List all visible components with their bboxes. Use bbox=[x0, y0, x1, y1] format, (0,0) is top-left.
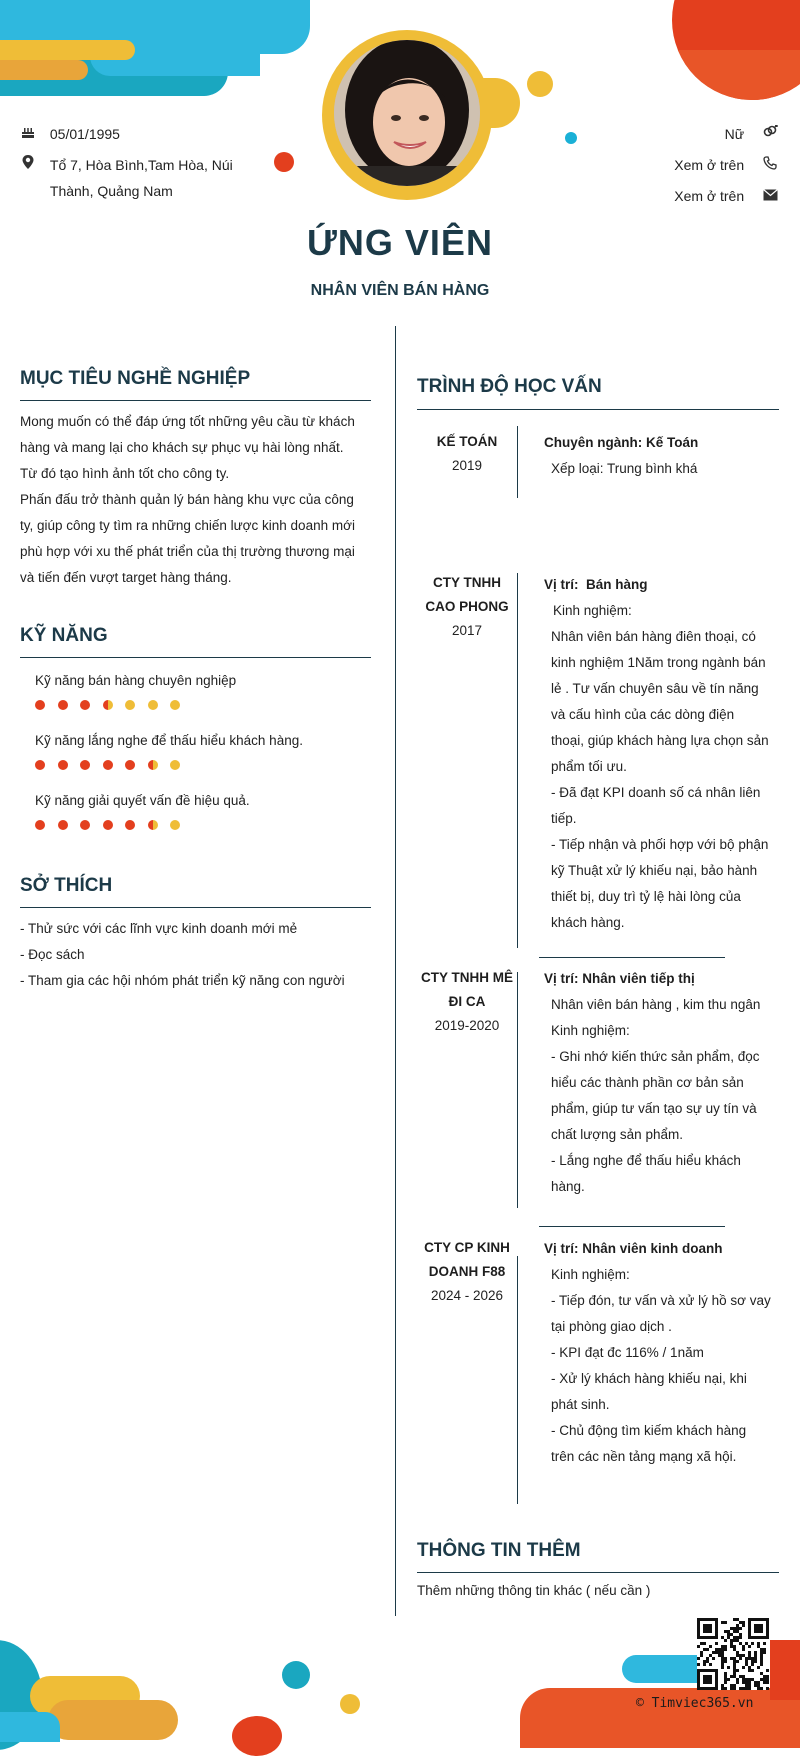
objective-line: và tiến đến vượt target hàng tháng. bbox=[20, 570, 232, 585]
hobbies-rule bbox=[20, 907, 371, 908]
objective-line: Mong muốn có thể đáp ứng tốt những yêu cầu từ khách bbox=[20, 414, 355, 429]
skill-dot bbox=[170, 760, 180, 770]
decor-top-left-yellow bbox=[0, 40, 135, 60]
skill-dot bbox=[148, 820, 158, 830]
skill-dot bbox=[148, 700, 158, 710]
decor-bottom-right-red bbox=[770, 1640, 800, 1700]
edu-separator bbox=[539, 957, 725, 958]
edu-detail: Chuyên ngành: Kế Toán Xếp loại: Trung bình khá bbox=[544, 435, 699, 476]
skill-label: Kỹ năng lắng nghe để thấu hiểu khách hàng. bbox=[35, 733, 303, 748]
hobby-item: - Thử sức với các lĩnh vực kinh doanh mới mẻ bbox=[20, 921, 298, 936]
skill-dot bbox=[170, 700, 180, 710]
gender-row bbox=[725, 121, 778, 147]
objective-line: Phấn đấu trở thành quản lý bán hàng khu vực của công bbox=[20, 492, 354, 507]
skill-dot bbox=[35, 700, 45, 710]
avatar bbox=[334, 40, 480, 186]
edu-org: KẾ TOÁN 2019 bbox=[436, 434, 498, 473]
birthday-cake-icon bbox=[20, 121, 36, 147]
objective-line: ty, giúp công ty tìm ra những chiến lược kinh doanh mới bbox=[20, 518, 355, 533]
edu-years: 2019 bbox=[451, 458, 483, 473]
email: Xem ở trên bbox=[674, 188, 745, 204]
extra-text: Thêm những thông tin khác ( nếu cần ) bbox=[417, 1583, 651, 1598]
edu-years: 2017 bbox=[451, 623, 483, 638]
birthdate: 05/01/1995 bbox=[49, 126, 120, 142]
email-row bbox=[674, 183, 778, 209]
candidate-position: NHÂN VIÊN BÁN HÀNG bbox=[310, 282, 490, 299]
edu-separator bbox=[539, 1226, 725, 1227]
footer-watermark: © Timviec365.vn bbox=[636, 1696, 754, 1711]
skill-dot bbox=[103, 760, 113, 770]
decor-bottom-left-orange bbox=[48, 1700, 178, 1740]
decor-top-left-orange bbox=[0, 60, 88, 80]
edu-vline bbox=[517, 573, 518, 948]
hobby-item: - Tham gia các hội nhóm phát triển kỹ năng con người bbox=[20, 973, 345, 988]
skill-dot bbox=[80, 760, 90, 770]
decor-bottom-blue-dot bbox=[282, 1661, 310, 1689]
address-line-1: Tổ 7, Hòa Bình,Tam Hòa, Núi bbox=[49, 157, 233, 173]
edu-years: 2024 - 2026 bbox=[430, 1288, 504, 1303]
objective-text bbox=[20, 409, 371, 591]
decor-bottom-left-blue bbox=[0, 1712, 60, 1742]
hobby-list bbox=[20, 916, 345, 994]
edu-vline bbox=[517, 972, 518, 1208]
extra-rule bbox=[417, 1572, 779, 1573]
decor-blue-dot bbox=[565, 132, 577, 144]
skill-label: Kỹ năng giải quyết vấn đề hiệu quả. bbox=[35, 793, 250, 808]
location-pin-icon bbox=[20, 152, 36, 178]
edu-org: CTY TNHH CAO PHONG 2017 bbox=[425, 575, 509, 638]
decor-yellow-dot bbox=[527, 71, 553, 97]
education-rule bbox=[417, 409, 779, 410]
skills-title: KỸ NĂNG bbox=[20, 625, 108, 646]
birthdate-row bbox=[20, 121, 120, 147]
skills-rule bbox=[20, 657, 371, 658]
skill-dot bbox=[125, 820, 135, 830]
decor-orange-dot bbox=[274, 152, 294, 172]
edu-vline bbox=[517, 1256, 518, 1504]
gender: Nữ bbox=[724, 126, 745, 142]
skill-dot bbox=[103, 820, 113, 830]
candidate-name: ỨNG VIÊN bbox=[307, 222, 493, 263]
edu-years: 2019-2020 bbox=[434, 1018, 500, 1033]
decor-top-right-circle bbox=[672, 0, 800, 100]
edu-detail: Vị trí: Bán hàng Kinh nghiệm: Nhân viên bán hàng điên thoại, có kinh nghiệm 1Năm trong ngành bán lẻ . Tư vấn chuyên sâu về tín năng và cấu hình của các dòng điện thoại, giúp khách hàng lựa chọn sản phẩm tối ưu. - Đã đạt KPI doanh số cá nhân liên tiếp. - Tiếp nhận và phối hợp với bộ phận kỹ Thuật xử lý khiếu nại, bảo hành thiết bị, duy trì tỷ lệ hài lòng của khách hàng. bbox=[544, 577, 769, 930]
skill-dot bbox=[35, 820, 45, 830]
decor-bottom-yellow-dot bbox=[340, 1694, 360, 1714]
edu-detail: Vị trí: Nhân viên kinh doanh Kinh nghiệm: - Tiếp đón, tư vấn và xử lý hồ sơ vay tại phòng giao dịch . - KPI đạt đc 116% / 1năm - Xử lý khách hàng khiếu nại, khi phát sinh. - Chủ động tìm kiếm khách hàng trên các nền tảng mạng xã hội. bbox=[544, 1241, 771, 1464]
phone-icon bbox=[762, 152, 778, 178]
skill-dot bbox=[125, 700, 135, 710]
edu-org: CTY CP KINH DOANH F88 2024 - 2026 bbox=[424, 1240, 510, 1303]
skill-dot bbox=[35, 760, 45, 770]
objective-line: phù hợp với xu thế phát triển của thị trường thương mại bbox=[20, 544, 355, 559]
skill-dot bbox=[80, 700, 90, 710]
skill-dot bbox=[125, 760, 135, 770]
skill-dot bbox=[148, 760, 158, 770]
skill-dot bbox=[170, 820, 180, 830]
objective-line: Từ đó tạo hình ảnh tốt cho công ty. bbox=[20, 466, 230, 481]
objective-line: hàng và mang lại cho khách sự phục vụ hài lòng nhất. bbox=[20, 440, 344, 455]
skill-dot bbox=[103, 700, 113, 710]
skill-label: Kỹ năng bán hàng chuyên nghiệp bbox=[35, 673, 237, 688]
address-line-2: Thành, Quảng Nam bbox=[49, 183, 173, 199]
phone: Xem ở trên bbox=[674, 157, 745, 173]
skill-dot bbox=[58, 760, 68, 770]
skill-dot bbox=[58, 700, 68, 710]
edu-org: CTY TNHH MÊ ĐI CA 2019-2020 bbox=[420, 970, 513, 1033]
envelope-icon bbox=[762, 183, 778, 209]
education-title: TRÌNH ĐỘ HỌC VẤN bbox=[417, 376, 602, 397]
phone-row bbox=[674, 152, 778, 178]
hobbies-title: SỞ THÍCH bbox=[20, 875, 113, 896]
hobby-item: - Đọc sách bbox=[20, 947, 85, 962]
skill-dot bbox=[58, 820, 68, 830]
decor-bottom-orange-arc bbox=[232, 1716, 282, 1756]
column-divider bbox=[395, 326, 396, 1616]
edu-detail: Vị trí: Nhân viên tiếp thị Nhân viên bán hàng , kim thu ngân Kinh nghiệm: - Ghi nhớ kiến thức sản phẩm, đọc hiểu các thành phần cơ bản sản phẩm, giúp tư vấn tạo sự uy tín và chất lượng sản phẩm. - Lắng nghe để thấu hiểu khách hàng. bbox=[544, 971, 761, 1194]
objective-rule bbox=[20, 400, 371, 401]
extra-title: THÔNG TIN THÊM bbox=[417, 1540, 581, 1561]
objective-title: MỤC TIÊU NGHỀ NGHIỆP bbox=[20, 368, 251, 389]
skill-dot bbox=[80, 820, 90, 830]
address-row bbox=[20, 152, 233, 204]
qr-code-icon bbox=[697, 1618, 769, 1690]
gender-icon bbox=[762, 121, 778, 147]
edu-vline bbox=[517, 426, 518, 498]
